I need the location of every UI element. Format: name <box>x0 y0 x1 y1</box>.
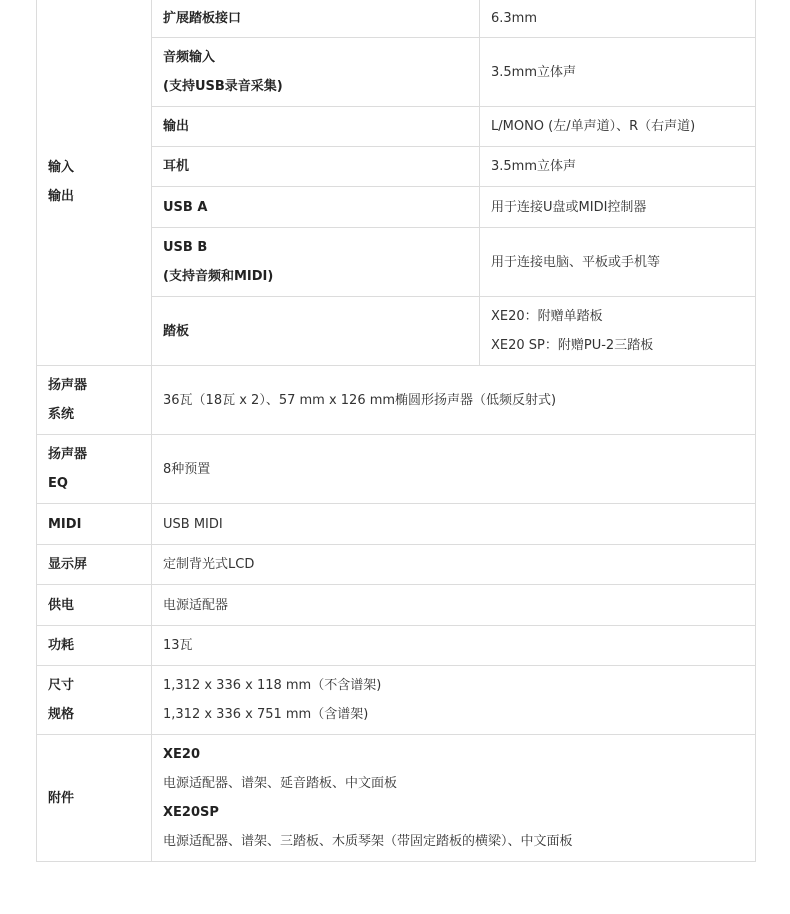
spec-label: USB A <box>152 187 480 228</box>
spec-value <box>152 666 756 735</box>
table-row <box>37 366 756 435</box>
table-row <box>37 0 756 38</box>
spec-label-line: 扬声器 <box>48 378 88 393</box>
spec-label: 功耗 <box>37 626 152 666</box>
accessory-items: 电源适配器、谱架、延音踏板、中文面板 <box>163 776 398 791</box>
spec-value: 8种预置 <box>152 435 756 504</box>
spec-value: USB MIDI <box>152 504 756 545</box>
spec-value: 13瓦 <box>152 626 756 666</box>
spec-label <box>37 435 152 504</box>
spec-value: 用于连接电脑、平板或手机等 <box>480 228 756 297</box>
spec-label-line: EQ <box>48 476 68 491</box>
table-row <box>37 626 756 666</box>
spec-value-line: XE20：附赠单踏板 <box>491 309 603 324</box>
table-row <box>37 545 756 585</box>
spec-label-line: 规格 <box>48 707 75 722</box>
spec-label <box>152 38 480 107</box>
spec-label: 显示屏 <box>37 545 152 585</box>
spec-label: 供电 <box>37 585 152 626</box>
spec-value: 3.5mm立体声 <box>480 147 756 187</box>
spec-label-line: (支持音频和MIDI) <box>163 269 274 284</box>
spec-label-line: USB B <box>163 240 208 255</box>
table-row <box>37 585 756 626</box>
spec-label-line: 音频输入 <box>163 50 216 65</box>
spec-label <box>37 666 152 735</box>
spec-label: 附件 <box>37 735 152 862</box>
accessory-model: XE20SP <box>163 805 219 820</box>
spec-value-line: XE20 SP：附赠PU-2三踏板 <box>491 338 654 353</box>
spec-label-line: (支持USB录音采集) <box>163 79 283 94</box>
spec-value: 3.5mm立体声 <box>480 38 756 107</box>
spec-value <box>480 297 756 366</box>
spec-value-line: 1,312 x 336 x 751 mm（含谱架) <box>163 707 369 722</box>
io-header-cell <box>37 0 152 366</box>
spec-label: 输出 <box>152 107 480 147</box>
spec-value: 电源适配器 <box>152 585 756 626</box>
accessory-items: 电源适配器、谱架、三踏板、木质琴架（带固定踏板的横梁）、中文面板 <box>163 834 573 849</box>
io-header-line-2: 输出 <box>48 189 75 204</box>
spec-value: 36瓦（18瓦 x 2）、57 mm x 126 mm椭圆形扬声器（低频反射式) <box>152 366 756 435</box>
spec-label: 耳机 <box>152 147 480 187</box>
spec-value: L/MONO (左/单声道）、R（右声道) <box>480 107 756 147</box>
spec-value-line: 1,312 x 336 x 118 mm（不含谱架) <box>163 678 382 693</box>
spec-value: 用于连接U盘或MIDI控制器 <box>480 187 756 228</box>
spec-value: 6.3mm <box>480 0 756 38</box>
table-row <box>37 504 756 545</box>
spec-label <box>152 228 480 297</box>
table-row <box>37 666 756 735</box>
spec-label <box>37 366 152 435</box>
spec-label: 扩展踏板接口 <box>152 0 480 38</box>
spec-value: 定制背光式LCD <box>152 545 756 585</box>
accessory-model: XE20 <box>163 747 200 762</box>
spec-label: MIDI <box>37 504 152 545</box>
table-row <box>37 435 756 504</box>
spec-table <box>36 0 755 862</box>
io-header-line-1: 输入 <box>48 160 75 175</box>
table-row <box>37 735 756 862</box>
accessories-value <box>152 735 756 862</box>
spec-label: 踏板 <box>152 297 480 366</box>
spec-label-line: 系统 <box>48 407 75 422</box>
spec-label-line: 扬声器 <box>48 447 88 462</box>
spec-label-line: 尺寸 <box>48 678 75 693</box>
